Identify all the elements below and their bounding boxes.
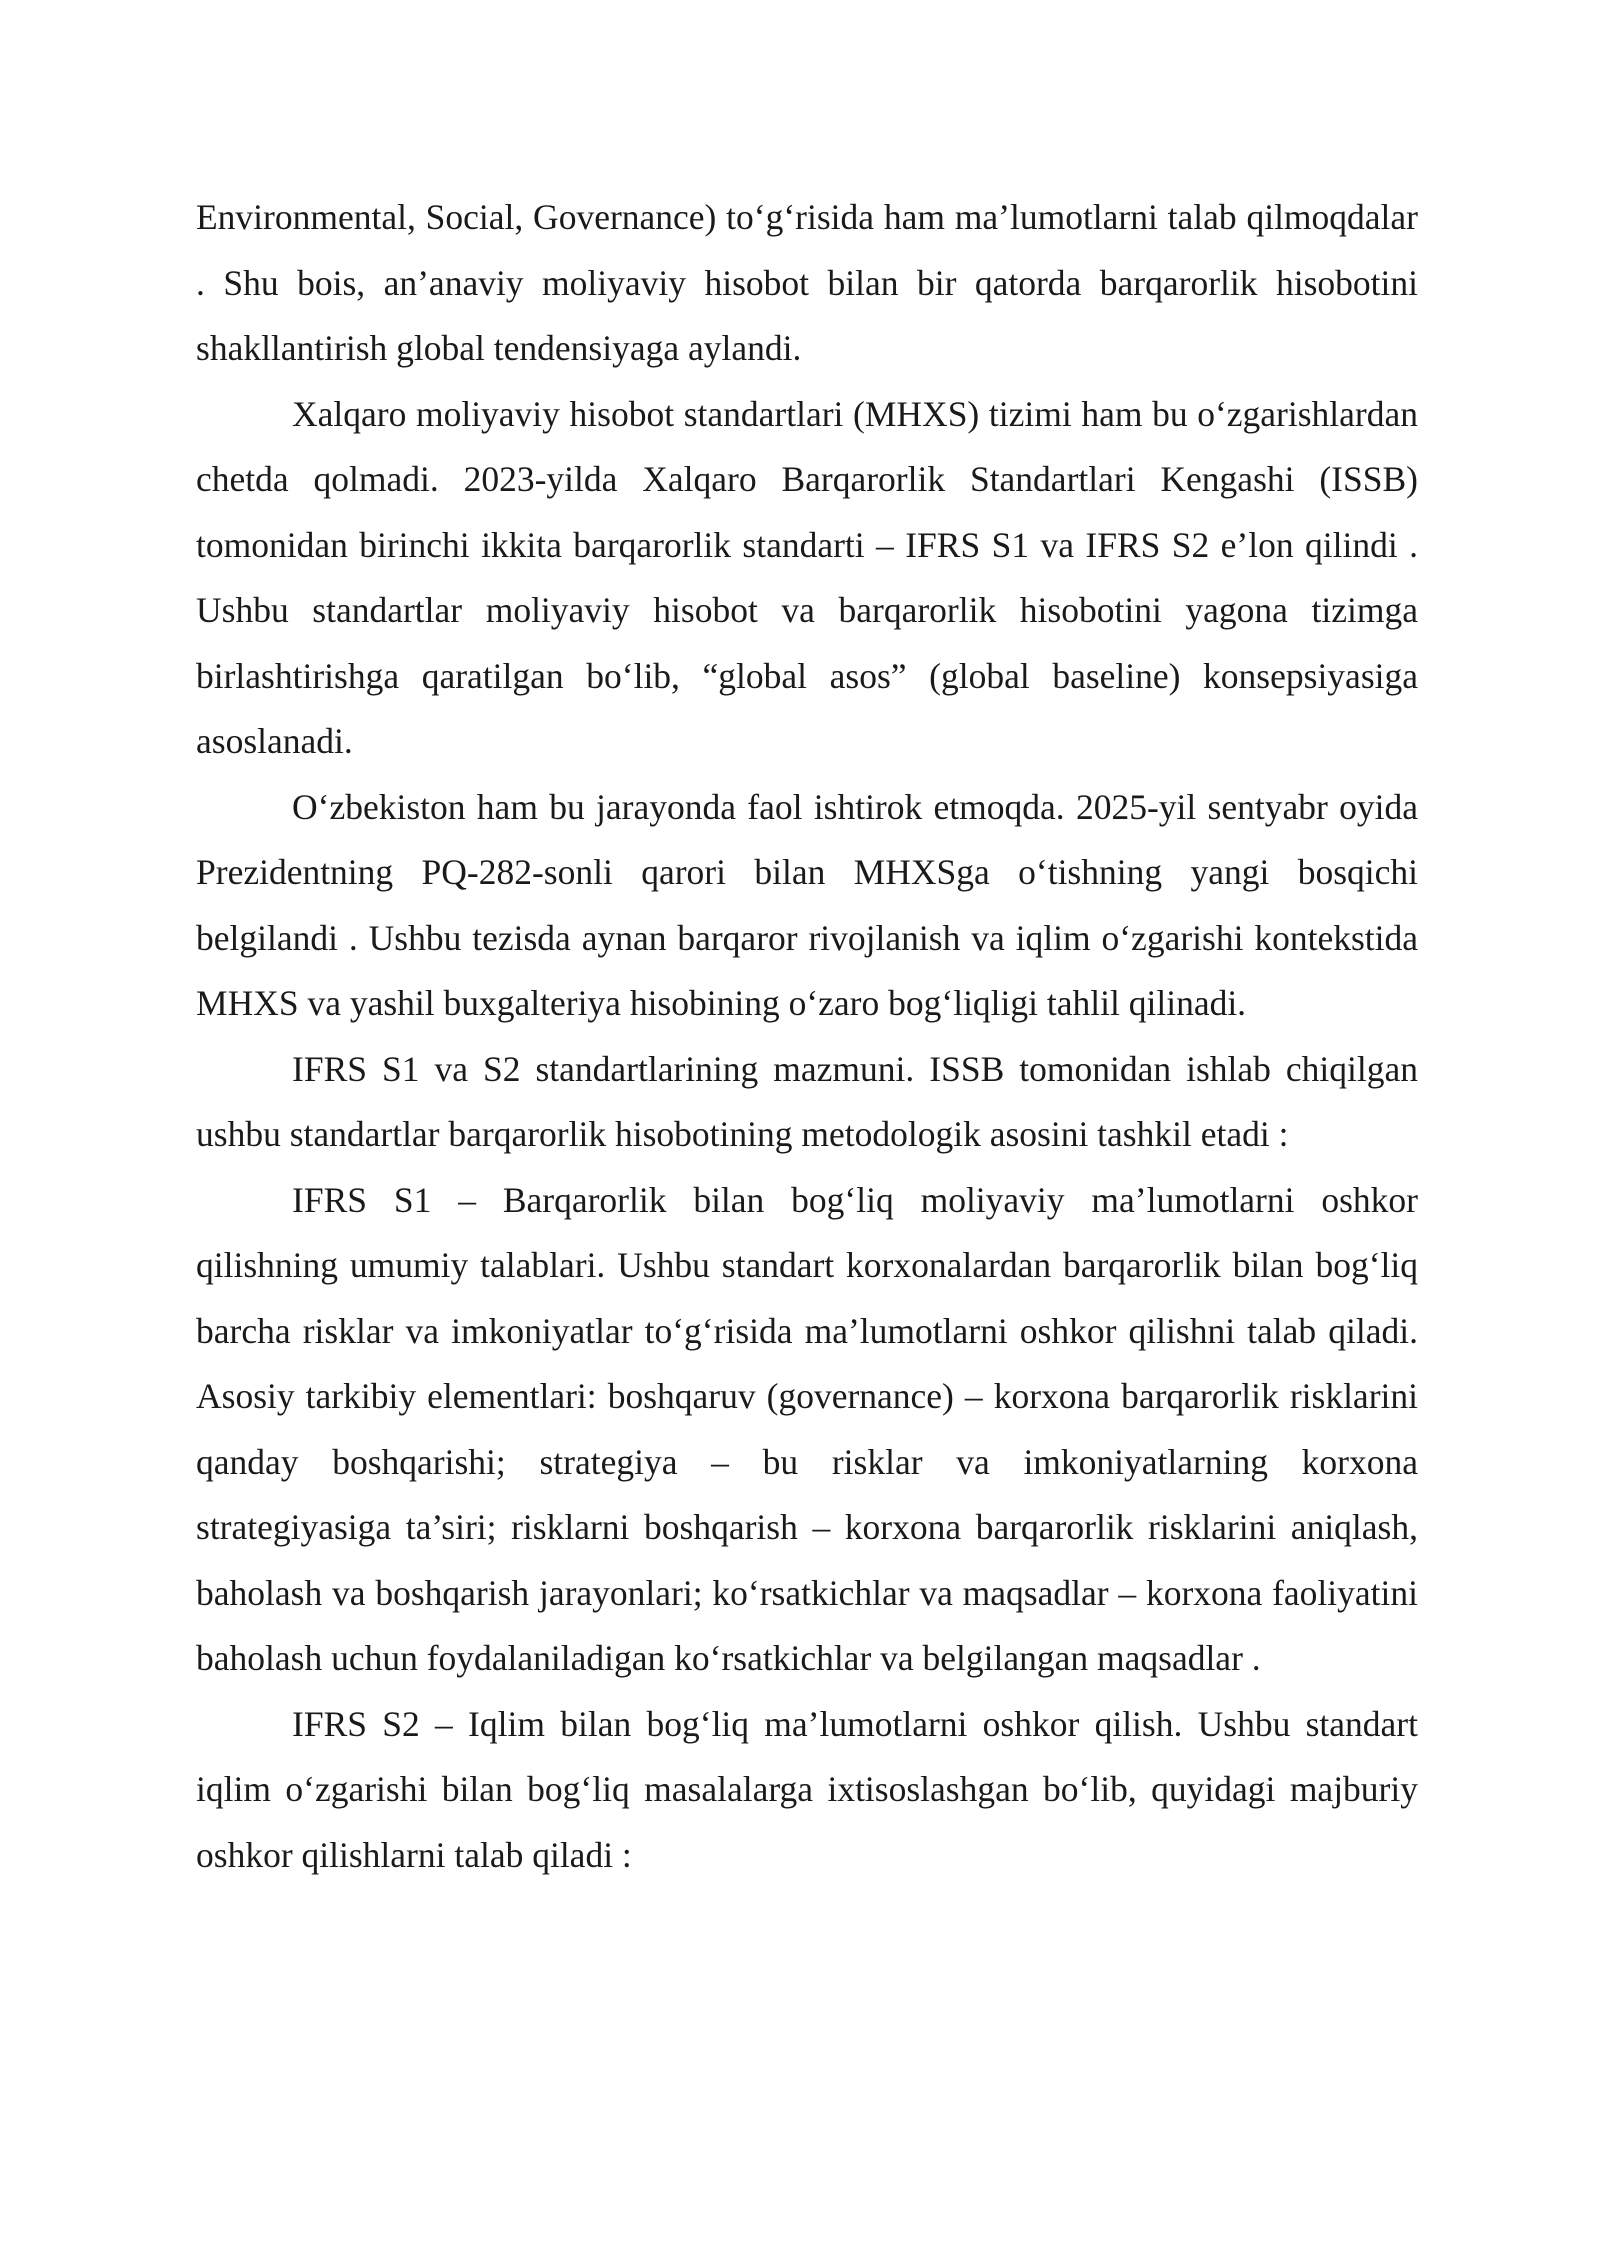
paragraph-esg-intro: Environmental, Social, Governance) to‘g‘risida ham ma’lumotlarni talab qilmoqdalar . Shu bois, an’anaviy moliyaviy hisobot bilan bir qatorda barqarorlik hisobotini shakllantirish global tendensiyaga aylandi. [196, 197, 1418, 368]
document-page [196, 185, 1418, 1888]
paragraph-mhxs-issb: Xalqaro moliyaviy hisobot standartlari (MHXS) tizimi ham bu o‘zgarishlardan chetda qolmadi. 2023-yilda Xalqaro Barqarorlik Standartlari Kengashi (ISSB) tomonidan birinchi ikkita barqarorlik standarti – IFRS S1 va IFRS S2 e’lon qilindi . Ushbu standartlar moliyaviy hisobot va barqarorlik hisobotini yagona tizimga birlashtirishga qaratilgan bo‘lib, “global asos” (global baseline) konsepsiyasiga asoslanadi. [196, 393, 1418, 761]
paragraph-uzbekistan: O‘zbekiston ham bu jarayonda faol ishtirok etmoqda. 2025-yil sentyabr oyida Prezidentning PQ-282-sonli qarori bilan MHXSga o‘tishning yangi bosqichi belgilandi . Ushbu tezisda aynan barqaror rivojlanish va iqlim o‘zgarishi kontekstida MHXS va yashil buxgalteriya hisobining o‘zaro bog‘liqligi tahlil qilinadi. [196, 786, 1418, 1023]
paragraph-ifrs-s1: IFRS S1 – Barqarorlik bilan bog‘liq moliyaviy ma’lumotlarni oshkor qilishning umumiy talablari. Ushbu standart korxonalardan barqarorlik bilan bog‘liq barcha risklar va imkoniyatlar to‘g‘risida ma’lumotlarni oshkor qilishni talab qiladi. Asosiy tarkibiy elementlari: boshqaruv (governance) – korxona barqarorlik risklarini qanday boshqarishi; strategiya – bu risklar va imkoniyatlarning korxona strategiyasiga ta’siri; risklarni boshqarish – korxona barqarorlik risklarini aniqlash, baholash va boshqarish jarayonlari; ko‘rsatkichlar va maqsadlar – korxona faoliyatini baholash uchun foydalaniladigan ko‘rsatkichlar va belgilangan maqsadlar . [196, 1179, 1418, 1678]
paragraph-standards-content: IFRS S1 va S2 standartlarining mazmuni. ISSB tomonidan ishlab chiqilgan ushbu standartlar barqarorlik hisobotining metodologik asosini tashkil etadi : [196, 1048, 1418, 1154]
paragraph-ifrs-s2: IFRS S2 – Iqlim bilan bog‘liq ma’lumotlarni oshkor qilish. Ushbu standart iqlim o‘zgarishi bilan bog‘liq masalalarga ixtisoslashgan bo‘lib, quyidagi majburiy oshkor qilishlarni talab qiladi : [196, 1703, 1418, 1875]
